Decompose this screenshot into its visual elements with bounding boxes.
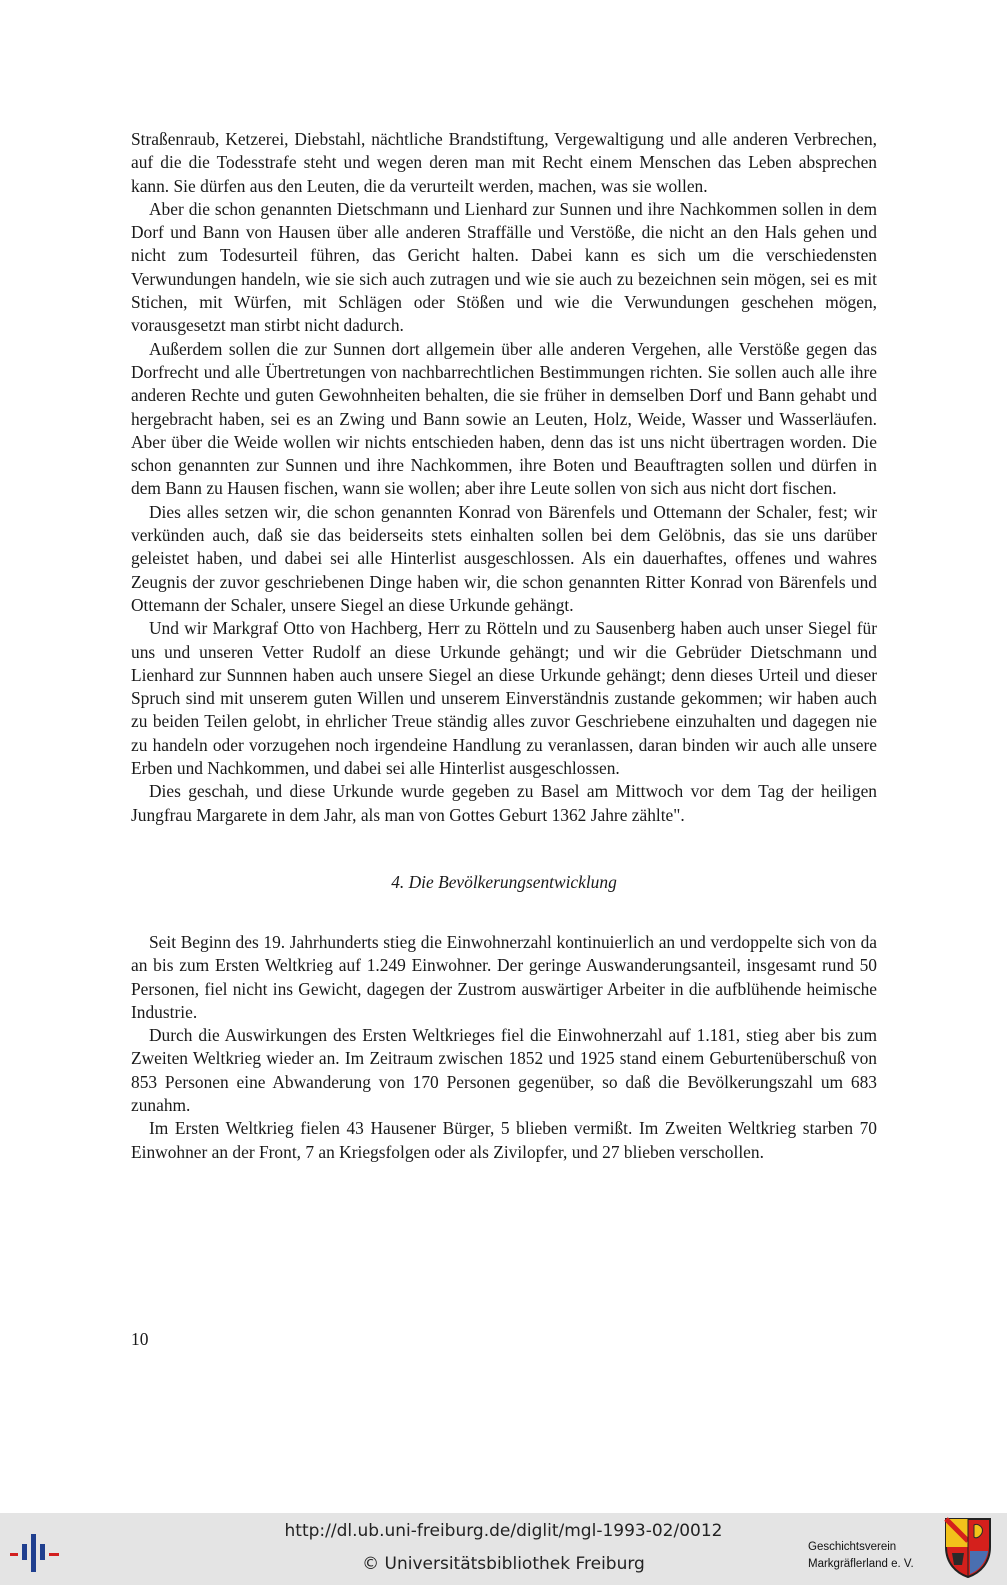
paragraph: Dies geschah, und diese Urkunde wurde gegeben zu Basel am Mittwoch vor dem Tag der heiligen Jungfrau Margarete in dem Jahr, als man von Gottes Geburt 1362 Jahre zählte". bbox=[131, 781, 877, 825]
page-number: 10 bbox=[131, 1329, 149, 1349]
society-name bbox=[808, 1539, 914, 1573]
paragraph: Seit Beginn des 19. Jahrhunderts stieg die Einwohnerzahl kontinuierlich an und verdoppelte sich von da an bis zum Ersten Weltkrieg auf 1.249 Einwohner. Der geringe Auswanderungsanteil, insgesamt rund 50 Personen, fiel nicht ins Gewicht, dagegen der Zustrom auswärtiger Arbeiter in die aufblühende heimische Industrie. bbox=[131, 931, 877, 1022]
paragraph: Und wir Markgraf Otto von Hachberg, Herr zu Rötteln und zu Sausenberg haben auch unser Siegel für uns und unseren Vetter Rudolf an diese Urkunde gehängt; und wir die Gebrüder Dietschmann und Lienhard zur Sunnnen haben auch unsere Siegel an diese Urkunde gehängt; denn dieses Urteil und dieser Spruch sind mit unserem guten Willen und unserem Einverständnis zustande gekommen; wir haben auch zu beiden Teilen gelobt, in ehrlicher Treue ständig alles zuvor Geschriebene einzuhalten und dagegen nie zu handeln oder vorzugehen noch irgendeine Handlung zu veranlassen, daran binden wir auch alle unsere Erben und Nachkommen, und dabei sei alle Hinterlist ausgeschlossen. bbox=[131, 618, 877, 779]
paragraph: Außerdem sollen die zur Sunnen dort allgemein über alle anderen Vergehen, alle Verstöße gegen das Dorfrecht und alle Übertretungen von nachbarrechtlichen Bestimmungen richten. Sie sollen auch alle ihre anderen Rechte und guten Gewohnheiten behalten, die sie früher in demselben Dorf und Bann gehabt und hergebracht haben, sei es an Zwing und Bann sowie an Leuten, Holz, Weide, Wasser und Wasserläufen. Aber über die Weide wollen wir nichts entschieden haben, denn das ist uns nicht übertragen worden. Die schon genannten zur Sunnen und ihre Nachkommen, ihre Boten und Beauftragten sollen und dürfen in dem Bann zu Hausen fischen, wann sie wollen; aber ihre Leute sollen von sich aus nicht dort fischen. bbox=[131, 338, 877, 499]
page-body bbox=[131, 128, 877, 1164]
body-text-top bbox=[131, 128, 877, 827]
paragraph: Dies alles setzen wir, die schon genannten Konrad von Bärenfels und Ottemann der Schaler, fest; wir verkünden auch, daß sie das beiderseits stets einhalten sollen bei dem Gelöbnis, das sie uns darüber geleistet haben, und dabei sei alle Hinterlist ausgeschlossen. Als ein dauerhaftes, offenes und wahres Zeugnis der zuvor geschriebenen Dinge haben wir, die schon genannten Ritter Konrad von Bärenfels und Ottemann der Schaler, unsere Siegel an diese Urkunde gehängt. bbox=[131, 501, 877, 615]
footer-copyright: © Universitätsbibliothek Freiburg bbox=[362, 1554, 645, 1574]
coat-of-arms-icon bbox=[944, 1517, 992, 1579]
paragraph: Straßenraub, Ketzerei, Diebstahl, nächtliche Brandstiftung, Vergewaltigung und alle anderen Verbrechen, auf die die Todesstrafe steht und wegen deren man mit Recht einem Menschen das Leben absprechen kann. Sie dürfen aus den Leuten, die da verurteilt werden, machen, was sie wollen. bbox=[131, 129, 877, 196]
footer-url[interactable]: http://dl.ub.uni-freiburg.de/diglit/mgl-1993-02/0012 bbox=[284, 1521, 723, 1541]
society-line: Geschichtsverein bbox=[808, 1541, 897, 1553]
paragraph: Im Ersten Weltkrieg fielen 43 Hausener Bürger, 5 blieben vermißt. Im Zweiten Weltkrieg starben 70 Einwohner an der Front, 7 an Kriegsfolgen oder als Zivilopfer, und 27 blieben verschollen. bbox=[131, 1118, 877, 1162]
footer-bar bbox=[0, 1513, 1007, 1585]
society-line: Markgräflerland e. V. bbox=[808, 1558, 914, 1570]
body-text-bottom bbox=[131, 931, 877, 1164]
section-heading: 4. Die Bevölkerungsentwicklung bbox=[391, 871, 617, 892]
paragraph: Aber die schon genannten Dietschmann und Lienhard zur Sunnen und ihre Nachkommen sollen in dem Dorf und Bann von Hausen über alle anderen Straffälle und Verstöße, die nicht an den Hals gehen und nicht zum Todesurteil führen, das Gericht halten. Dabei kann es sich um die verschiedensten Verwundungen handeln, wie sie sich auch zutragen und wie sie auch zu bezeichnen sein mögen, sei es mit Stichen, mit Würfen, mit Schlägen oder Stößen und wie die Verwundungen geschehen mögen, vorausgesetzt man stirbt nicht dadurch. bbox=[131, 198, 877, 336]
paragraph: Durch die Auswirkungen des Ersten Weltkrieges fiel die Einwohnerzahl auf 1.181, stieg aber bis zum Zweiten Weltkrieg wieder an. Im Zeitraum zwischen 1852 und 1925 stand einem Geburtenüberschuß von 853 Personen eine Abwanderung von 170 Personen gegenüber, so daß die Bevölkerungszahl um 683 zunahm. bbox=[131, 1025, 877, 1115]
